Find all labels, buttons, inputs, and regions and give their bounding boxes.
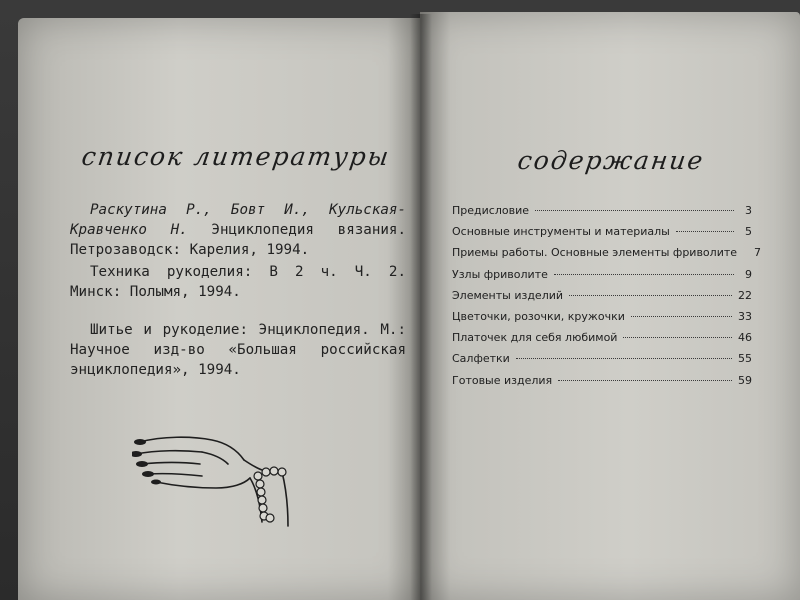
toc-dots <box>558 380 732 381</box>
bibliography-author: Раскутина Р., Бовт И., Кульская-Кравченко Н. <box>70 202 406 238</box>
toc-row[interactable] <box>452 289 752 310</box>
toc-page-number: 55 <box>738 352 752 366</box>
toc-row[interactable] <box>452 225 752 246</box>
bibliography-text: Техника рукоделия: В 2 ч. Ч. 2. Минск: Полымя, 1994. <box>70 264 406 300</box>
bibliography-text: Энциклопедия вязания. Петрозаводск: Карелия, 1994. <box>70 222 407 258</box>
toc-page-number: 59 <box>738 373 752 387</box>
toc-page-number: 3 <box>745 204 752 217</box>
toc-title: Элементы изделий <box>452 288 564 302</box>
toc-title: Узлы фриволите <box>452 267 548 281</box>
book-gutter <box>410 14 432 600</box>
bibliography-entry <box>70 262 406 302</box>
hand-illustration <box>132 418 292 528</box>
toc-row[interactable] <box>452 374 752 395</box>
bibliography-entry <box>70 200 406 260</box>
bibliography-text: Шитье и рукоделие: Энциклопедия. М.: Научное изд-во «Большая российская энциклопедия», 1994. <box>70 322 406 378</box>
toc-dots <box>631 316 732 317</box>
toc-dots <box>554 274 734 275</box>
toc-row[interactable] <box>452 310 752 331</box>
toc-dots <box>676 231 734 232</box>
toc-title: Готовые изделия <box>452 373 553 387</box>
toc-page-number: 9 <box>745 267 752 281</box>
toc-page-number: 7 <box>754 246 762 260</box>
toc-page-number: 46 <box>738 331 752 345</box>
table-of-contents <box>452 204 762 395</box>
toc-title: Предисловие <box>452 204 529 217</box>
toc-row[interactable] <box>452 246 762 267</box>
bibliography-heading: список литературы <box>79 142 393 171</box>
contents-heading: содержание <box>515 146 707 175</box>
toc-title: Цветочки, розочки, кружочки <box>452 309 625 323</box>
toc-page-number: 5 <box>745 225 752 239</box>
toc-row[interactable] <box>452 204 752 225</box>
toc-title: Основные инструменты и материалы <box>452 225 670 239</box>
toc-page-number: 22 <box>738 288 752 302</box>
toc-row[interactable] <box>452 352 752 373</box>
toc-title: Платочек для себя любимой <box>452 331 618 345</box>
toc-dots <box>623 337 732 338</box>
toc-page-number: 33 <box>738 309 752 323</box>
bibliography-entry <box>70 320 406 380</box>
toc-title: Приемы работы. Основные элементы фриволите <box>452 246 738 260</box>
toc-dots <box>516 358 732 359</box>
toc-dots <box>569 295 732 296</box>
toc-title: Салфетки <box>452 352 510 366</box>
toc-dots <box>535 210 734 211</box>
toc-row[interactable] <box>452 331 752 352</box>
toc-row[interactable] <box>452 268 752 289</box>
